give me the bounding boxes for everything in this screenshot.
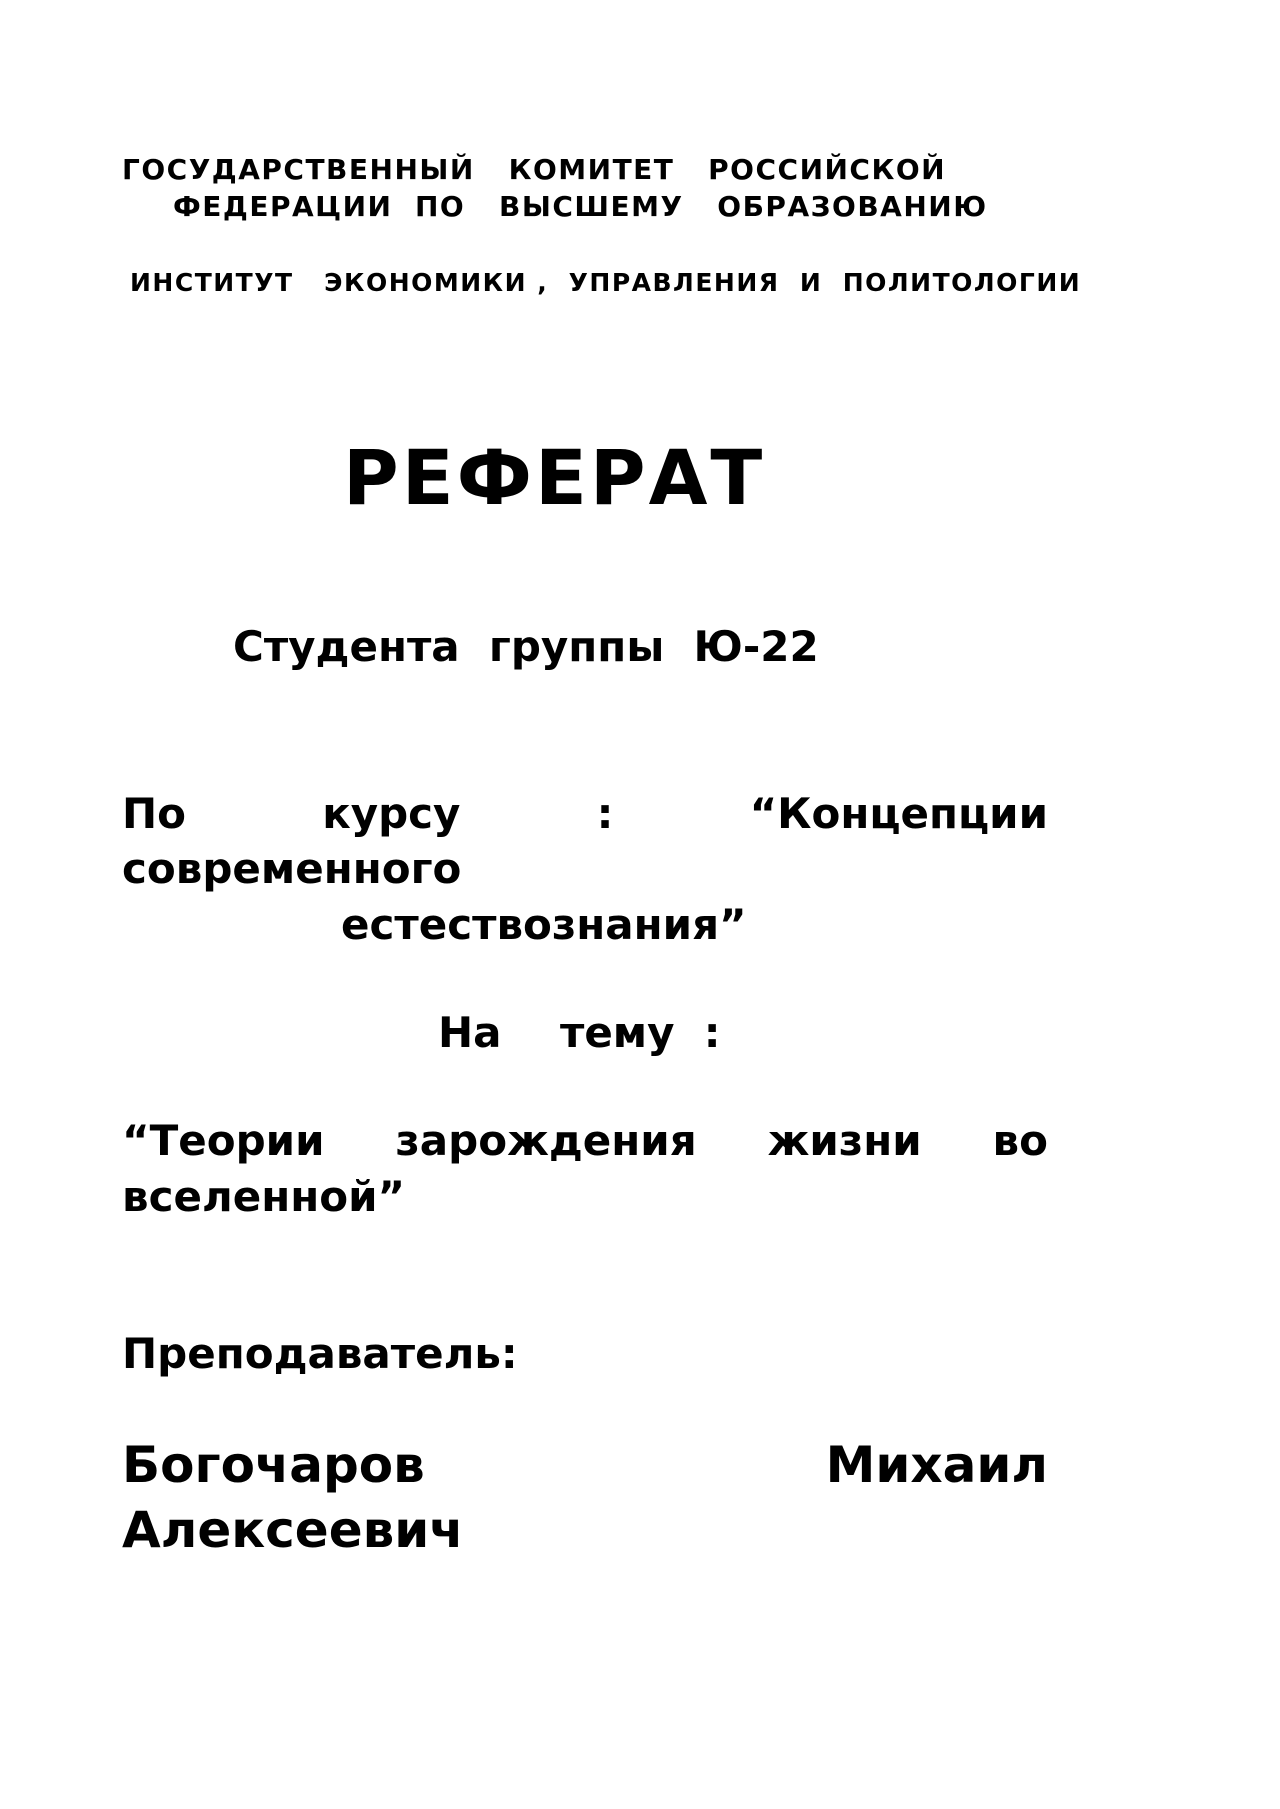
topic-word3: жизни xyxy=(767,1116,922,1165)
course-line3: естествознания” xyxy=(341,900,747,949)
topic-word2: зарождения xyxy=(395,1116,697,1165)
document-title: РЕФЕРАТ xyxy=(343,433,766,522)
topic-label: На тему : xyxy=(438,1008,721,1057)
course-word-concepts: “Концепции xyxy=(749,789,1048,838)
topic-line1 xyxy=(122,1116,1048,1165)
teacher-label: Преподаватель: xyxy=(122,1329,518,1378)
topic-line2: вселенной” xyxy=(122,1172,406,1221)
teacher-first-name: Михаил xyxy=(825,1436,1048,1494)
course-line1 xyxy=(122,789,1048,838)
student-group: Студента группы Ю-22 xyxy=(233,622,819,671)
course-line2: современного xyxy=(122,844,462,893)
ministry-header-line1: ГОСУДАРСТВЕННЫЙ КОМИТЕТ РОССИЙСКОЙ xyxy=(122,153,947,186)
topic-word4: во xyxy=(992,1116,1048,1165)
teacher-surname: Богочаров xyxy=(122,1436,425,1494)
institute-name: ИНСТИТУТ ЭКОНОМИКИ , УПРАВЛЕНИЯ И ПОЛИТОЛОГИИ xyxy=(130,268,1082,297)
topic-word1: “Теории xyxy=(122,1116,325,1165)
course-word-kursu: курсу xyxy=(322,789,461,838)
course-colon: : xyxy=(596,789,614,838)
teacher-name-line1 xyxy=(122,1436,1048,1494)
ministry-header-line2: ФЕДЕРАЦИИ ПО ВЫСШЕМУ ОБРАЗОВАНИЮ xyxy=(173,190,988,223)
teacher-patronymic: Алексеевич xyxy=(122,1501,464,1559)
course-word-po: По xyxy=(122,789,187,838)
